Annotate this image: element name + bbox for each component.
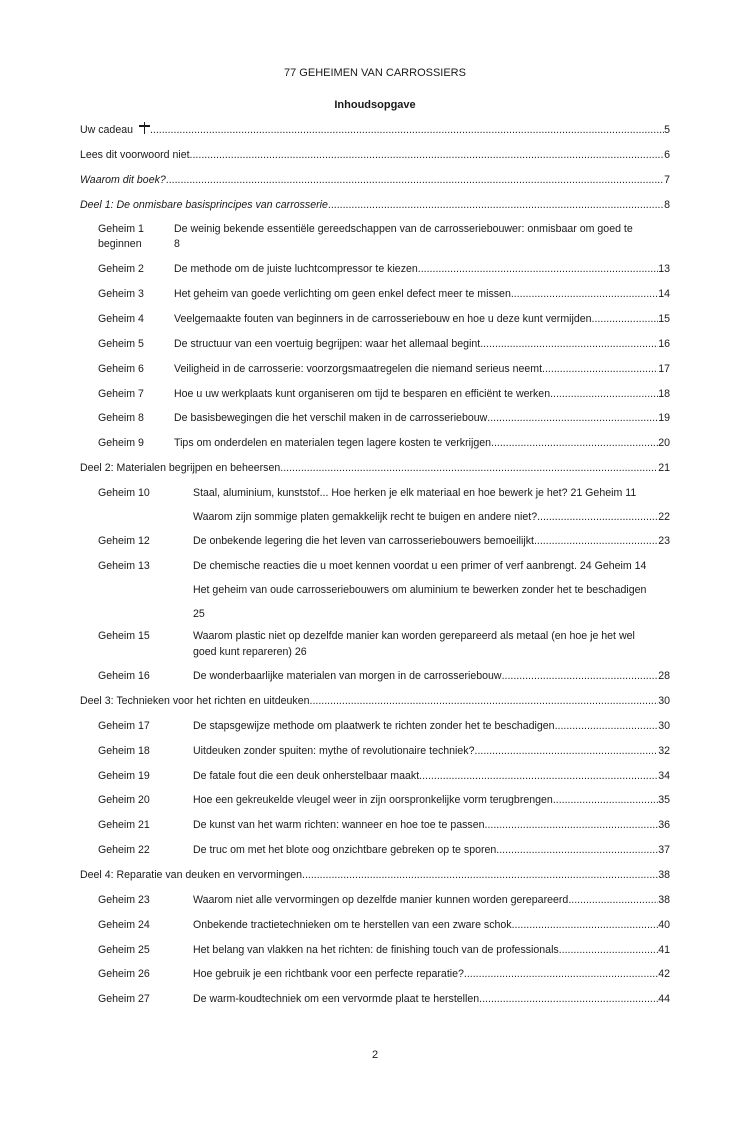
secret-number: Geheim 7: [98, 387, 144, 400]
secret-title: De wonderbaarlijke materialen van morgen in de carrosseriebouw: [193, 670, 502, 682]
dot-leader: [550, 386, 658, 402]
toc-entry-cadeau[interactable]: [80, 122, 670, 138]
secret-number: Geheim 22: [98, 844, 150, 856]
dot-leader: [485, 817, 659, 833]
secret-title-wrap: goed kunt repareren) 26: [193, 646, 307, 658]
secret-title: De truc om met het blote oog onzichtbare gebreken op te sporen: [193, 844, 497, 856]
toc-secret-entry[interactable]: [174, 261, 670, 277]
toc-secret-entry[interactable]: [174, 386, 670, 402]
secret-number: Geheim 4: [98, 312, 144, 325]
secret-page: 37: [658, 844, 670, 856]
secret-title: De fatale fout die een deuk onherstelbaar maakt: [193, 769, 420, 782]
toc-part-label: Deel 3: Technieken voor het richten en uitdeuken: [80, 695, 310, 707]
secret-title: Veiligheid in de carrosserie: voorzorgsmaatregelen die niemand serieus neemt: [174, 362, 543, 375]
secret-number: Geheim 20: [98, 794, 150, 807]
secret-title: Hoe een gekreukelde vleugel weer in zijn oorspronkelijke vorm terugbrengen: [193, 794, 553, 807]
toc-secret-entry[interactable]: [193, 718, 670, 734]
dot-leader: [280, 460, 658, 476]
toc-entry-label: Uw cadeau: [80, 122, 150, 138]
dot-leader: [537, 533, 658, 549]
dot-leader: [328, 197, 664, 213]
dot-leader: [537, 509, 658, 525]
toc-entry-label: Waarom dit boek?: [80, 174, 166, 186]
toc-secret-entry[interactable]: [193, 743, 670, 759]
secret-page: 16: [658, 337, 670, 350]
secret-page: 14: [658, 287, 670, 300]
secret-page: 35: [658, 794, 670, 807]
dot-leader: [542, 361, 658, 377]
toc-part-1[interactable]: [80, 197, 670, 213]
secret-number: Geheim 8: [98, 412, 144, 425]
secret-title: Waarom zijn sommige platen gemakkelijk recht te buigen en andere niet?: [193, 511, 538, 523]
secret-title: De onbekende legering die het leven van carrosseriebouwers bemoeilijkt.: [193, 535, 537, 547]
secret-page: 19: [658, 412, 670, 425]
dot-leader: [475, 743, 659, 759]
secret-title: Hoe u uw werkplaats kunt organiseren om tijd te besparen en efficiënt te werken: [174, 387, 551, 400]
secret-number: Geheim 10: [98, 487, 150, 499]
toc-entry-page: 7: [664, 174, 670, 186]
secret-page: 20: [658, 437, 670, 450]
secret-title: Onbekende tractietechnieken om te herstellen van een zware schok: [193, 918, 512, 931]
dot-leader: [479, 991, 658, 1007]
dot-leader: [592, 311, 659, 327]
toc-entry-page: 5: [664, 124, 670, 136]
toc-entry-page: 21: [658, 462, 670, 474]
toc-entry-waarom[interactable]: [80, 172, 670, 188]
dot-leader: [559, 942, 658, 958]
secret-title: De stapsgewijze methode om plaatwerk te richten zonder het te beschadigen: [193, 720, 555, 732]
toc-secret-16[interactable]: [193, 668, 670, 684]
toc-secret-entry[interactable]: [193, 768, 670, 784]
dot-leader: [302, 867, 658, 883]
toc-secret-entry[interactable]: [174, 435, 670, 451]
toc-secret-entry[interactable]: [193, 817, 670, 833]
secret-number: Geheim 16: [98, 670, 150, 682]
toc-entry-label: Lees dit voorwoord niet: [80, 149, 190, 161]
secret-page: 13: [658, 263, 670, 275]
dot-leader: [480, 336, 658, 352]
toc-secret-entry[interactable]: [193, 842, 670, 858]
page-number: 2: [371, 1049, 379, 1061]
dot-leader: [464, 966, 658, 982]
toc-entry-voorwoord[interactable]: [80, 147, 670, 163]
toc-part-4[interactable]: [80, 867, 670, 883]
secret-number: Geheim 15: [98, 630, 150, 642]
secret-title[interactable]: De weinig bekende essentiële gereedschappen van de carrosseriebouwer: onmisbaar om goed te: [174, 223, 633, 235]
secret-title: Waarom niet alle vervormingen op dezelfde manier kunnen worden gerepareerd: [193, 894, 569, 906]
toc-part-2[interactable]: [80, 460, 670, 476]
dot-leader: [553, 792, 658, 808]
secret-title: De structuur van een voertuig begrijpen: waar het allemaal begint: [174, 337, 481, 350]
secret-number: Geheim 25: [98, 943, 150, 956]
toc-secret-entry[interactable]: [174, 336, 670, 352]
toc-secret-entry[interactable]: [193, 917, 670, 933]
toc-secret-entry[interactable]: [174, 361, 670, 377]
secret-title: Het geheim van goede verlichting om geen enkel defect meer te missen: [174, 287, 511, 300]
dot-leader: [310, 693, 659, 709]
toc-part-label: Deel 4: Reparatie van deuken en vervormingen: [80, 869, 303, 881]
secret-page: 32: [658, 744, 670, 757]
secret-number: Geheim 6: [98, 362, 144, 375]
secret-number: Geheim 2: [98, 263, 144, 275]
secret-number: Geheim 9: [98, 437, 144, 450]
secret-page: 15: [658, 312, 670, 325]
secret-title[interactable]: Waarom plastic niet op dezelfde manier kan worden gerepareerd als metaal (en hoe je het wel: [193, 630, 635, 642]
secret-title[interactable]: Staal, aluminium, kunststof... Hoe herken je elk materiaal en hoe bewerk je het? 21 Geheim 11: [193, 487, 637, 499]
secret-page: 18: [658, 387, 670, 400]
dot-leader: [512, 917, 659, 933]
toc-secret-12[interactable]: [193, 533, 670, 549]
dot-leader: [150, 122, 664, 138]
toc-entry-page: 38: [658, 869, 670, 881]
secret-number: Geheim 23: [98, 894, 150, 906]
secret-page: 22: [658, 511, 670, 523]
secret-number: Geheim 19: [98, 769, 150, 782]
secret-page: 28: [658, 670, 670, 682]
toc-secret-entry[interactable]: [174, 410, 670, 426]
secret-title: De kunst van het warm richten: wanneer en hoe toe te passen: [193, 819, 485, 832]
document-title: 77 GEHEIMEN VAN CARROSSIERS: [284, 67, 466, 79]
secret-page: 25: [193, 608, 205, 620]
secret-page: 40: [658, 918, 670, 931]
secret-number: Geheim 21: [98, 819, 150, 832]
toc-part-label: Deel 1: De onmisbare basisprincipes van carrosserie: [80, 199, 328, 211]
cross-icon: [139, 122, 150, 134]
dot-leader: [502, 668, 659, 684]
toc-secret-entry[interactable]: [193, 966, 670, 982]
dot-leader: [166, 172, 664, 188]
dot-leader: [418, 261, 658, 277]
toc-entry-page: 8: [664, 199, 670, 211]
toc-secret-entry[interactable]: [193, 892, 670, 908]
secret-title: Het belang van vlakken na het richten: de finishing touch van de professionals: [193, 943, 559, 956]
secret-title: Tips om onderdelen en materialen tegen lagere kosten te verkrijgen: [174, 437, 492, 450]
dot-leader: [419, 768, 658, 784]
secret-page: 23: [658, 535, 670, 547]
dot-leader: [568, 892, 658, 908]
secret-number: Geheim 26: [98, 968, 150, 981]
secret-title: Hoe gebruik je een richtbank voor een perfecte reparatie?: [193, 968, 464, 981]
secret-number: Geheim 12: [98, 535, 150, 547]
toc-heading: Inhoudsopgave: [334, 99, 416, 111]
secret-page: 44: [658, 993, 670, 1006]
toc-entry-page: 30: [658, 695, 670, 707]
secret-title: Uitdeuken zonder spuiten: mythe of revolutionaire techniek?: [193, 744, 475, 757]
toc-secret-entry[interactable]: [193, 991, 670, 1007]
secret-title: Veelgemaakte fouten van beginners in de carrosseriebouw en hoe u deze kunt vermijden: [174, 312, 592, 325]
secret-title[interactable]: Het geheim van oude carrosseriebouwers om aluminium te bewerken zonder het te beschadigen: [193, 584, 647, 596]
toc-secret-11[interactable]: [193, 509, 670, 525]
dot-leader: [496, 842, 658, 858]
secret-number-wrap: beginnen: [98, 238, 142, 250]
secret-number: Geheim 17: [98, 720, 150, 732]
secret-page: 30: [658, 720, 670, 732]
toc-secret-entry[interactable]: [193, 792, 670, 808]
secret-title: De basisbewegingen die het verschil maken in de carrosseriebouw: [174, 412, 488, 425]
secret-number: Geheim 13: [98, 560, 150, 572]
secret-title: De warm-koudtechniek om een vervormde plaat te herstellen: [193, 993, 480, 1006]
secret-page: 36: [658, 819, 670, 832]
secret-number: Geheim 5: [98, 337, 144, 350]
toc-entry-page: 6: [664, 149, 670, 161]
toc-part-label: Deel 2: Materialen begrijpen en beheersen: [80, 462, 281, 474]
secret-page: 38: [658, 894, 670, 906]
dot-leader: [487, 410, 658, 426]
secret-number: Geheim 1: [98, 223, 144, 235]
secret-page: 8: [174, 238, 180, 250]
secret-page: 42: [658, 968, 670, 981]
secret-number: Geheim 24: [98, 918, 150, 931]
dot-leader: [190, 147, 665, 163]
dot-leader: [491, 435, 658, 451]
secret-title[interactable]: De chemische reacties die u moet kennen voordat u een primer of verf aanbrengt. 24 Geheim 14: [193, 560, 647, 572]
secret-page: 41: [658, 943, 670, 956]
secret-number: Geheim 18: [98, 744, 150, 757]
toc-secret-entry[interactable]: [193, 942, 670, 958]
toc-part-3[interactable]: [80, 693, 670, 709]
dot-leader: [511, 286, 658, 302]
secret-page: 34: [658, 769, 670, 782]
secret-title: De methode om de juiste luchtcompressor te kiezen: [174, 263, 418, 275]
dot-leader: [555, 718, 659, 734]
secret-number: Geheim 27: [98, 993, 150, 1006]
secret-number: Geheim 3: [98, 287, 144, 300]
toc-secret-entry[interactable]: [174, 311, 670, 327]
toc-secret-entry[interactable]: [174, 286, 670, 302]
secret-page: 17: [658, 362, 670, 375]
